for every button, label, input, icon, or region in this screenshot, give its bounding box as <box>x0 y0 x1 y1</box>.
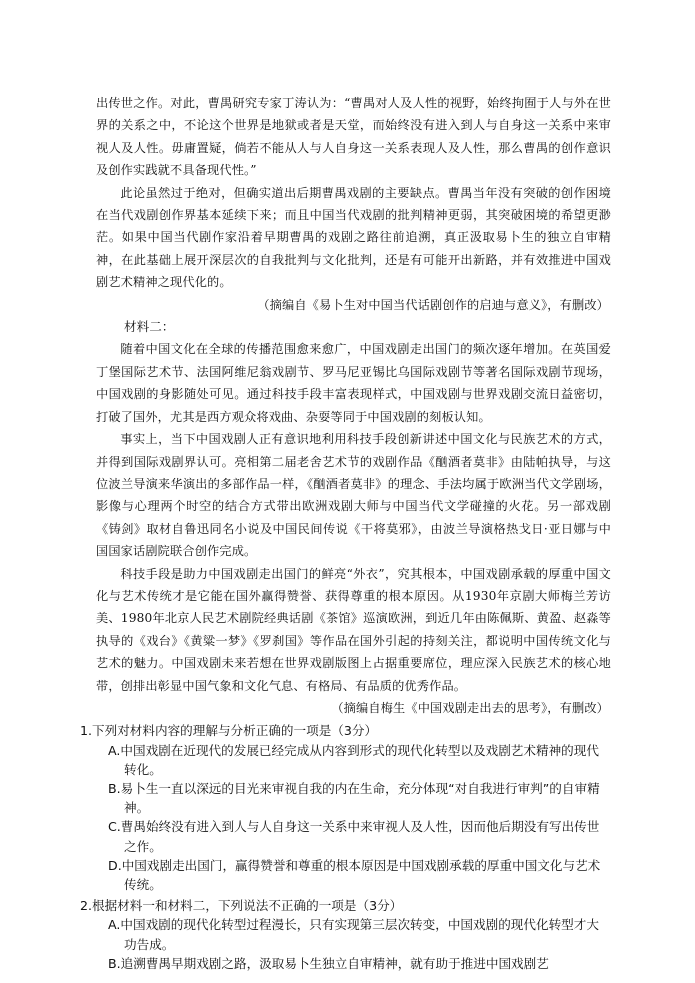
option-b: B.追溯曹禺早期戏剧之路，汲取易卜生独立自审精神，就有助于推进中国戏剧艺 <box>108 955 549 971</box>
material-two-paragraph: 科技手段是助力中国戏剧走出国门的鲜亮“外衣”，究其根本，中国戏剧承载的厚重中国文化与艺术传统才是它能在国外赢得赞誉、获得尊重的根本原因。从1930年京剧大师梅兰芳访美、1980年北京人民艺术剧院经典话剧《茶馆》巡演欧洲，到近几年由陈佩斯、黄盈、赵淼等执导的《戏台》《黄粱一梦》《罗刹国》等作品在国外引起的持刻关注，都说明中国传统文化与艺术的魅力。中国戏剧未来若想在世界戏剧版图上占据重要席位，理应深入民族艺术的核心地带，创排出彰显中国气象和文化气息、有格局、有品质的优秀作品。 <box>96 566 611 693</box>
option-a: A.中国戏剧在近现代的发展已经完成从内容到形式的现代化转型以及戏剧艺术精神的现代转化。 <box>108 742 599 777</box>
material-one-paragraph: 出传世之作。对此，曹禺研究专家丁涛认为：“曹禺对人及人性的视野，始终拘囿于人与外在世界的关系之中，不论这个世界是地狱或者是天堂，而始终没有进入到人与自身这一关系中来审视人及人性。毋庸置疑，倘若不能从人与人自身这一关系表现人及人性，那么曹禺的创作意识及创作实践就不具备现代性。” <box>96 96 611 178</box>
option-b: B.易卜生一直以深远的目光来审视自我的内在生命，充分体现“对自我进行审判”的自审精神。 <box>108 780 600 816</box>
question-stem: 2.根据材料一和材料二，下列说法不正确的一项是（3分） <box>80 898 403 914</box>
material-two-heading: 材料二： <box>124 319 175 335</box>
material-two <box>96 338 611 719</box>
option-c: C.曹禺始终没有进入到人与人自身这一关系中来审视人及人性，因而他后期没有写出传世之作。 <box>108 819 600 854</box>
question-2 <box>80 896 611 973</box>
material-two-source: （摘编自梅生《中国戏剧走出去的思考》，有删改） <box>331 700 609 715</box>
option-a: A.中国戏剧的现代化转型过程漫长，只有实现第三层次转变，中国戏剧的现代化转型才大功告成。 <box>108 917 599 952</box>
material-two-paragraph: 随着中国文化在全球的传播范围愈来愈广，中国戏剧走出国门的频次逐年增加。在英国爱丁堡国际艺术节、法国阿维尼翁戏剧节、罗马尼亚锡比乌国际戏剧节等著名国际戏剧节现场，中国戏剧的身影随处可见。通过科技手段丰富表现样式，中国戏剧与世界戏剧交流日益密切，打破了国外，尤其是西方观众将戏曲、杂耍等同于中国戏剧的刻板认知。 <box>96 342 611 424</box>
question-1 <box>80 721 611 894</box>
question-stem: 1.下列对材料内容的理解与分析正确的一项是（3分） <box>80 723 378 739</box>
material-two-paragraph: 事实上，当下中国戏剧人正有意识地利用科技手段创新讲述中国文化与民族艺术的方式，并得到国际戏剧界认可。亮相第二届老舍艺术节的戏剧作品《酗酒者莫非》由陆帕执导，与这位波兰导演来华演出的多部作品一样，《酗酒者莫非》的理念、手法均属于欧洲当代文学剧场，影像与心理两个时空的结合方式带出欧洲戏剧大师与中国当代文学碰撞的火花。另一部戏剧《铸剑》取材自鲁迅同名小说及中国民间传说《干将莫邪》，由波兰导演格热戈日·亚日娜与中国国家话剧院联合创作完成。 <box>96 432 611 559</box>
material-one-paragraph: 此论虽然过于绝对，但确实道出后期曹禺戏剧的主要缺点。曹禺当年没有突破的创作困境在当代戏剧创作界基本延续下来；而且中国当代戏剧的批判精神更弱，其突破困境的希望更渺茫。如果中国当代剧作家沿着早期曹禺的戏剧之路往前追溯，真正汲取易卜生的独立自审精神，在此基础上展开深层次的自我批判与文化批判，还是有可能开出新路，并有效推进中国戏剧艺术精神之现代化的。 <box>96 185 611 290</box>
option-d: D.中国戏剧走出国门，赢得赞誉和尊重的根本原因是中国戏剧承载的厚重中国文化与艺术传统。 <box>108 857 601 892</box>
material-one <box>96 92 611 316</box>
material-one-source: （摘编自《易卜生对中国当代话剧创作的启迪与意义》，有删改） <box>257 297 609 312</box>
